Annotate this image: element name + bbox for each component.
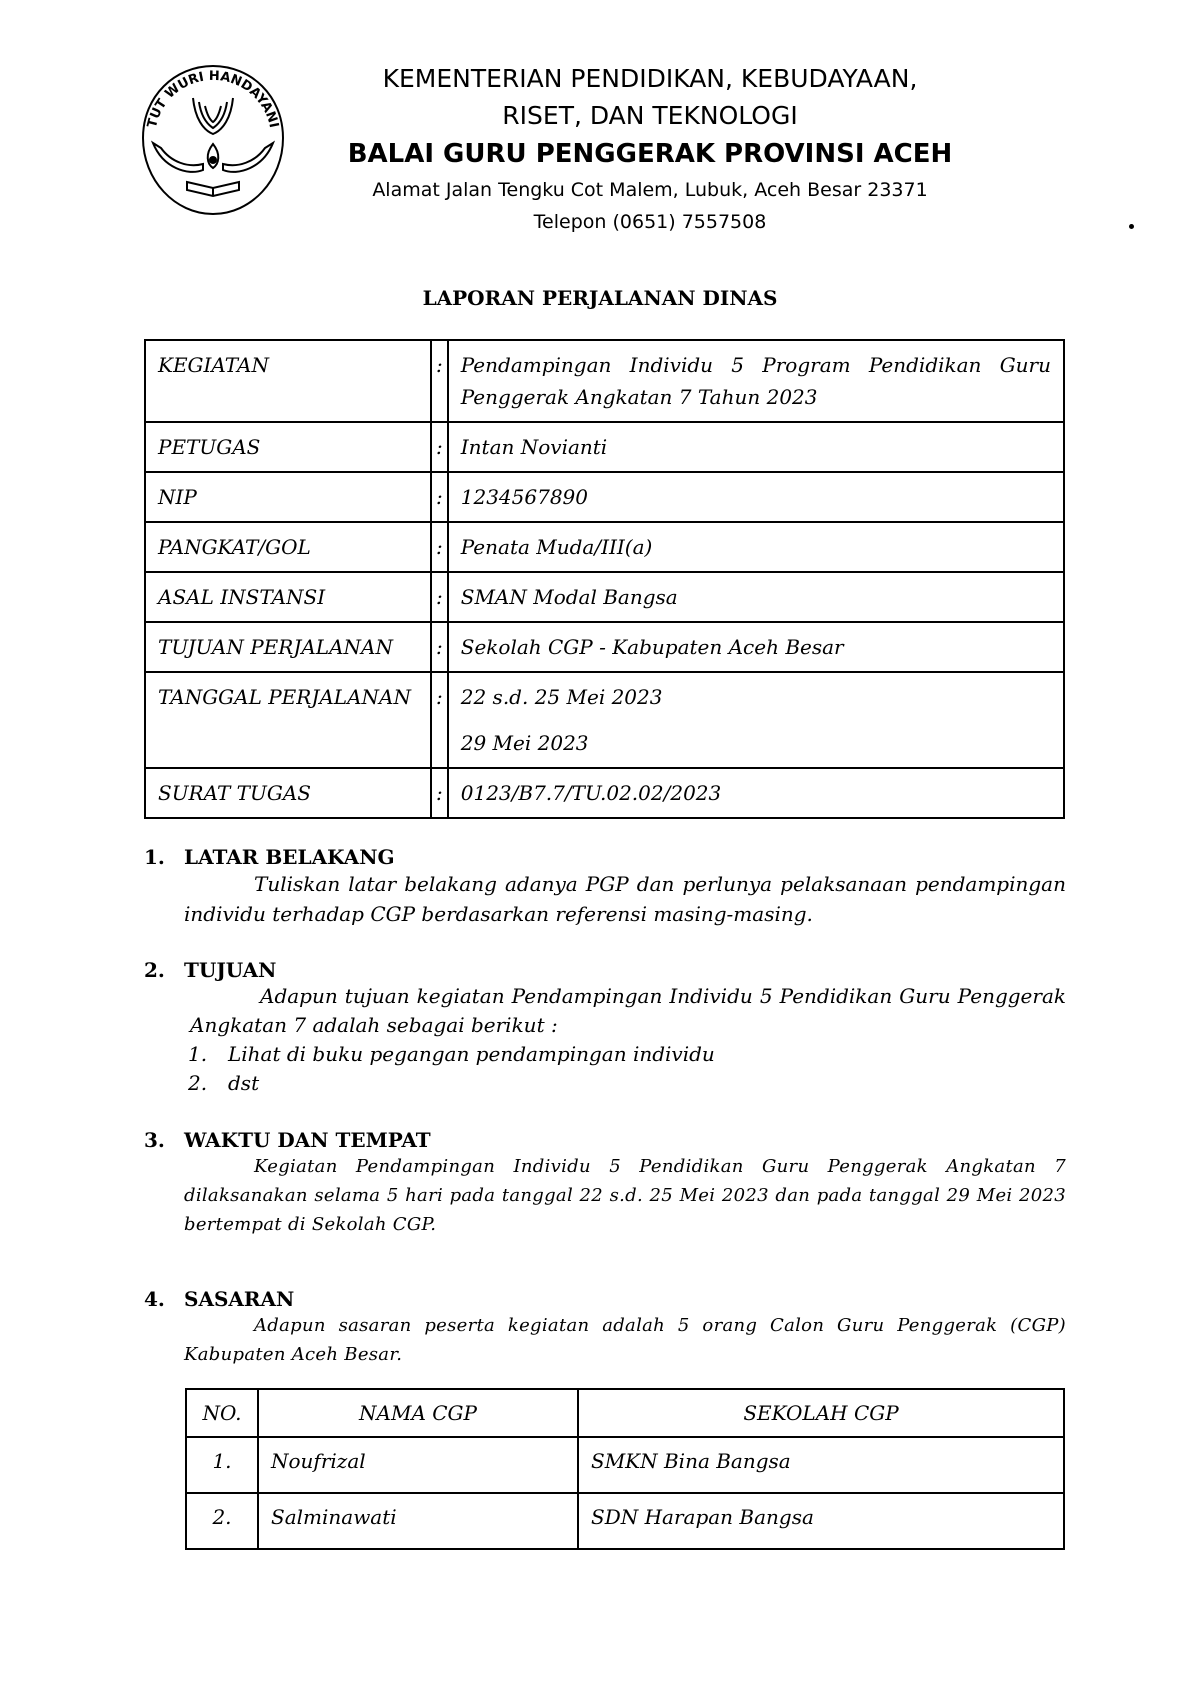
info-label: TUJUAN PERJALANAN xyxy=(145,622,431,672)
info-label: KEGIATAN xyxy=(145,340,431,422)
list-item xyxy=(188,1069,1066,1098)
info-separator: : xyxy=(431,622,448,672)
column-header-name: NAMA CGP xyxy=(258,1389,578,1437)
cell-no: 1. xyxy=(186,1437,258,1493)
info-label: SURAT TUGAS xyxy=(145,768,431,818)
section-body: Kegiatan Pendampingan Individu 5 Pendidikan Guru Penggerak Angkatan 7 dilaksanakan selama 5 hari pada tanggal 22 s.d. 25 Mei 2023 dan pada tanggal 29 Mei 2023 bertempat di Sekolah CGP. xyxy=(184,1156,1066,1235)
list-item-text: Lihat di buku pegangan pendampingan individu xyxy=(228,1042,715,1066)
section-title: LATAR BELAKANG xyxy=(184,845,395,869)
ministry-name-line2: RISET, DAN TEKNOLOGI xyxy=(502,101,798,130)
list-item-number: 2. xyxy=(188,1071,208,1095)
cell-school: SDN Harapan Bangsa xyxy=(578,1493,1064,1549)
info-separator: : xyxy=(431,422,448,472)
section-body: Tuliskan latar belakang adanya PGP dan perlunya pelaksanaan pendampingan individu terhadap CGP berdasarkan referensi masing-masing. xyxy=(184,872,1066,926)
section-tujuan xyxy=(144,958,1066,1098)
table-row xyxy=(145,622,1064,672)
section-number: 2. xyxy=(144,958,165,982)
column-header-school: SEKOLAH CGP xyxy=(578,1389,1064,1437)
table-row xyxy=(145,572,1064,622)
cgp-table xyxy=(185,1388,1065,1550)
info-separator: : xyxy=(431,522,448,572)
table-row xyxy=(145,472,1064,522)
cell-name: Salminawati xyxy=(258,1493,578,1549)
section-body: Adapun sasaran peserta kegiatan adalah 5 orang Calon Guru Penggerak (CGP) Kabupaten Aceh Besar. xyxy=(184,1315,1066,1365)
section-number: 1. xyxy=(144,845,165,869)
section-number: 3. xyxy=(144,1128,165,1152)
column-header-no: NO. xyxy=(186,1389,258,1437)
cell-school: SMKN Bina Bangsa xyxy=(578,1437,1064,1493)
info-value: 0123/B7.7/TU.02.02/2023 xyxy=(448,768,1064,818)
info-label: TANGGAL PERJALANAN xyxy=(145,672,431,768)
section-body: Adapun tujuan kegiatan Pendampingan Individu 5 Pendidikan Guru Penggerak Angkatan 7 adalah sebagai berikut : xyxy=(190,984,1066,1037)
cell-no: 2. xyxy=(186,1493,258,1549)
section-heading xyxy=(144,845,1066,869)
section-latar-belakang xyxy=(144,845,1066,929)
table-row xyxy=(145,422,1064,472)
section-title: TUJUAN xyxy=(184,958,277,982)
info-label: NIP xyxy=(145,472,431,522)
info-separator: : xyxy=(431,472,448,522)
section-heading xyxy=(144,1128,1066,1152)
info-value: Sekolah CGP - Kabupaten Aceh Besar xyxy=(448,622,1064,672)
cell-name: Noufrizal xyxy=(258,1437,578,1493)
section-waktu-dan-tempat xyxy=(144,1128,1066,1239)
section-number: 4. xyxy=(144,1287,165,1311)
tut-wuri-handayani-logo xyxy=(133,58,293,223)
section-heading xyxy=(144,1287,1066,1311)
info-separator: : xyxy=(431,340,448,422)
letterhead xyxy=(300,60,1000,238)
ministry-name-line1: KEMENTERIAN PENDIDIKAN, KEBUDAYAAN, xyxy=(382,64,918,93)
section-title: WAKTU DAN TEMPAT xyxy=(184,1128,431,1152)
table-row xyxy=(145,522,1064,572)
info-separator: : xyxy=(431,768,448,818)
list-item-text: dst xyxy=(228,1071,260,1095)
table-header-row xyxy=(186,1389,1064,1437)
table-row xyxy=(145,672,1064,768)
list-item xyxy=(188,1040,1066,1069)
stray-dot xyxy=(1129,224,1134,229)
info-value: Pendampingan Individu 5 Program Pendidikan Guru Penggerak Angkatan 7 Tahun 2023 xyxy=(448,340,1064,422)
institution-address: Alamat Jalan Tengku Cot Malem, Lubuk, Aceh Besar 23371 xyxy=(372,179,928,201)
document-title: LAPORAN PERJALANAN DINAS xyxy=(422,286,778,310)
objective-list xyxy=(188,1040,1066,1098)
trip-date-1: 22 s.d. 25 Mei 2023 xyxy=(460,685,663,709)
info-value xyxy=(448,672,1064,768)
trip-info-table xyxy=(144,339,1065,819)
table-row xyxy=(145,340,1064,422)
trip-date-2: 29 Mei 2023 xyxy=(460,731,589,755)
info-separator: : xyxy=(431,572,448,622)
info-value: Intan Novianti xyxy=(448,422,1064,472)
table-row xyxy=(145,768,1064,818)
section-title: SASARAN xyxy=(184,1287,295,1311)
institution-name: BALAI GURU PENGGERAK PROVINSI ACEH xyxy=(347,139,953,169)
info-label: PETUGAS xyxy=(145,422,431,472)
info-separator: : xyxy=(431,672,448,768)
section-heading xyxy=(144,958,1066,982)
table-row xyxy=(186,1493,1064,1549)
info-label: ASAL INSTANSI xyxy=(145,572,431,622)
info-value: SMAN Modal Bangsa xyxy=(448,572,1064,622)
info-value: Penata Muda/III(a) xyxy=(448,522,1064,572)
list-item-number: 1. xyxy=(188,1042,208,1066)
section-sasaran xyxy=(144,1287,1066,1369)
svg-text:TUT WURI HANDAYANI: TUT WURI HANDAYANI xyxy=(144,68,282,130)
table-row xyxy=(186,1437,1064,1493)
institution-phone: Telepon (0651) 7557508 xyxy=(533,211,767,233)
info-value: 1234567890 xyxy=(448,472,1064,522)
info-label: PANGKAT/GOL xyxy=(145,522,431,572)
